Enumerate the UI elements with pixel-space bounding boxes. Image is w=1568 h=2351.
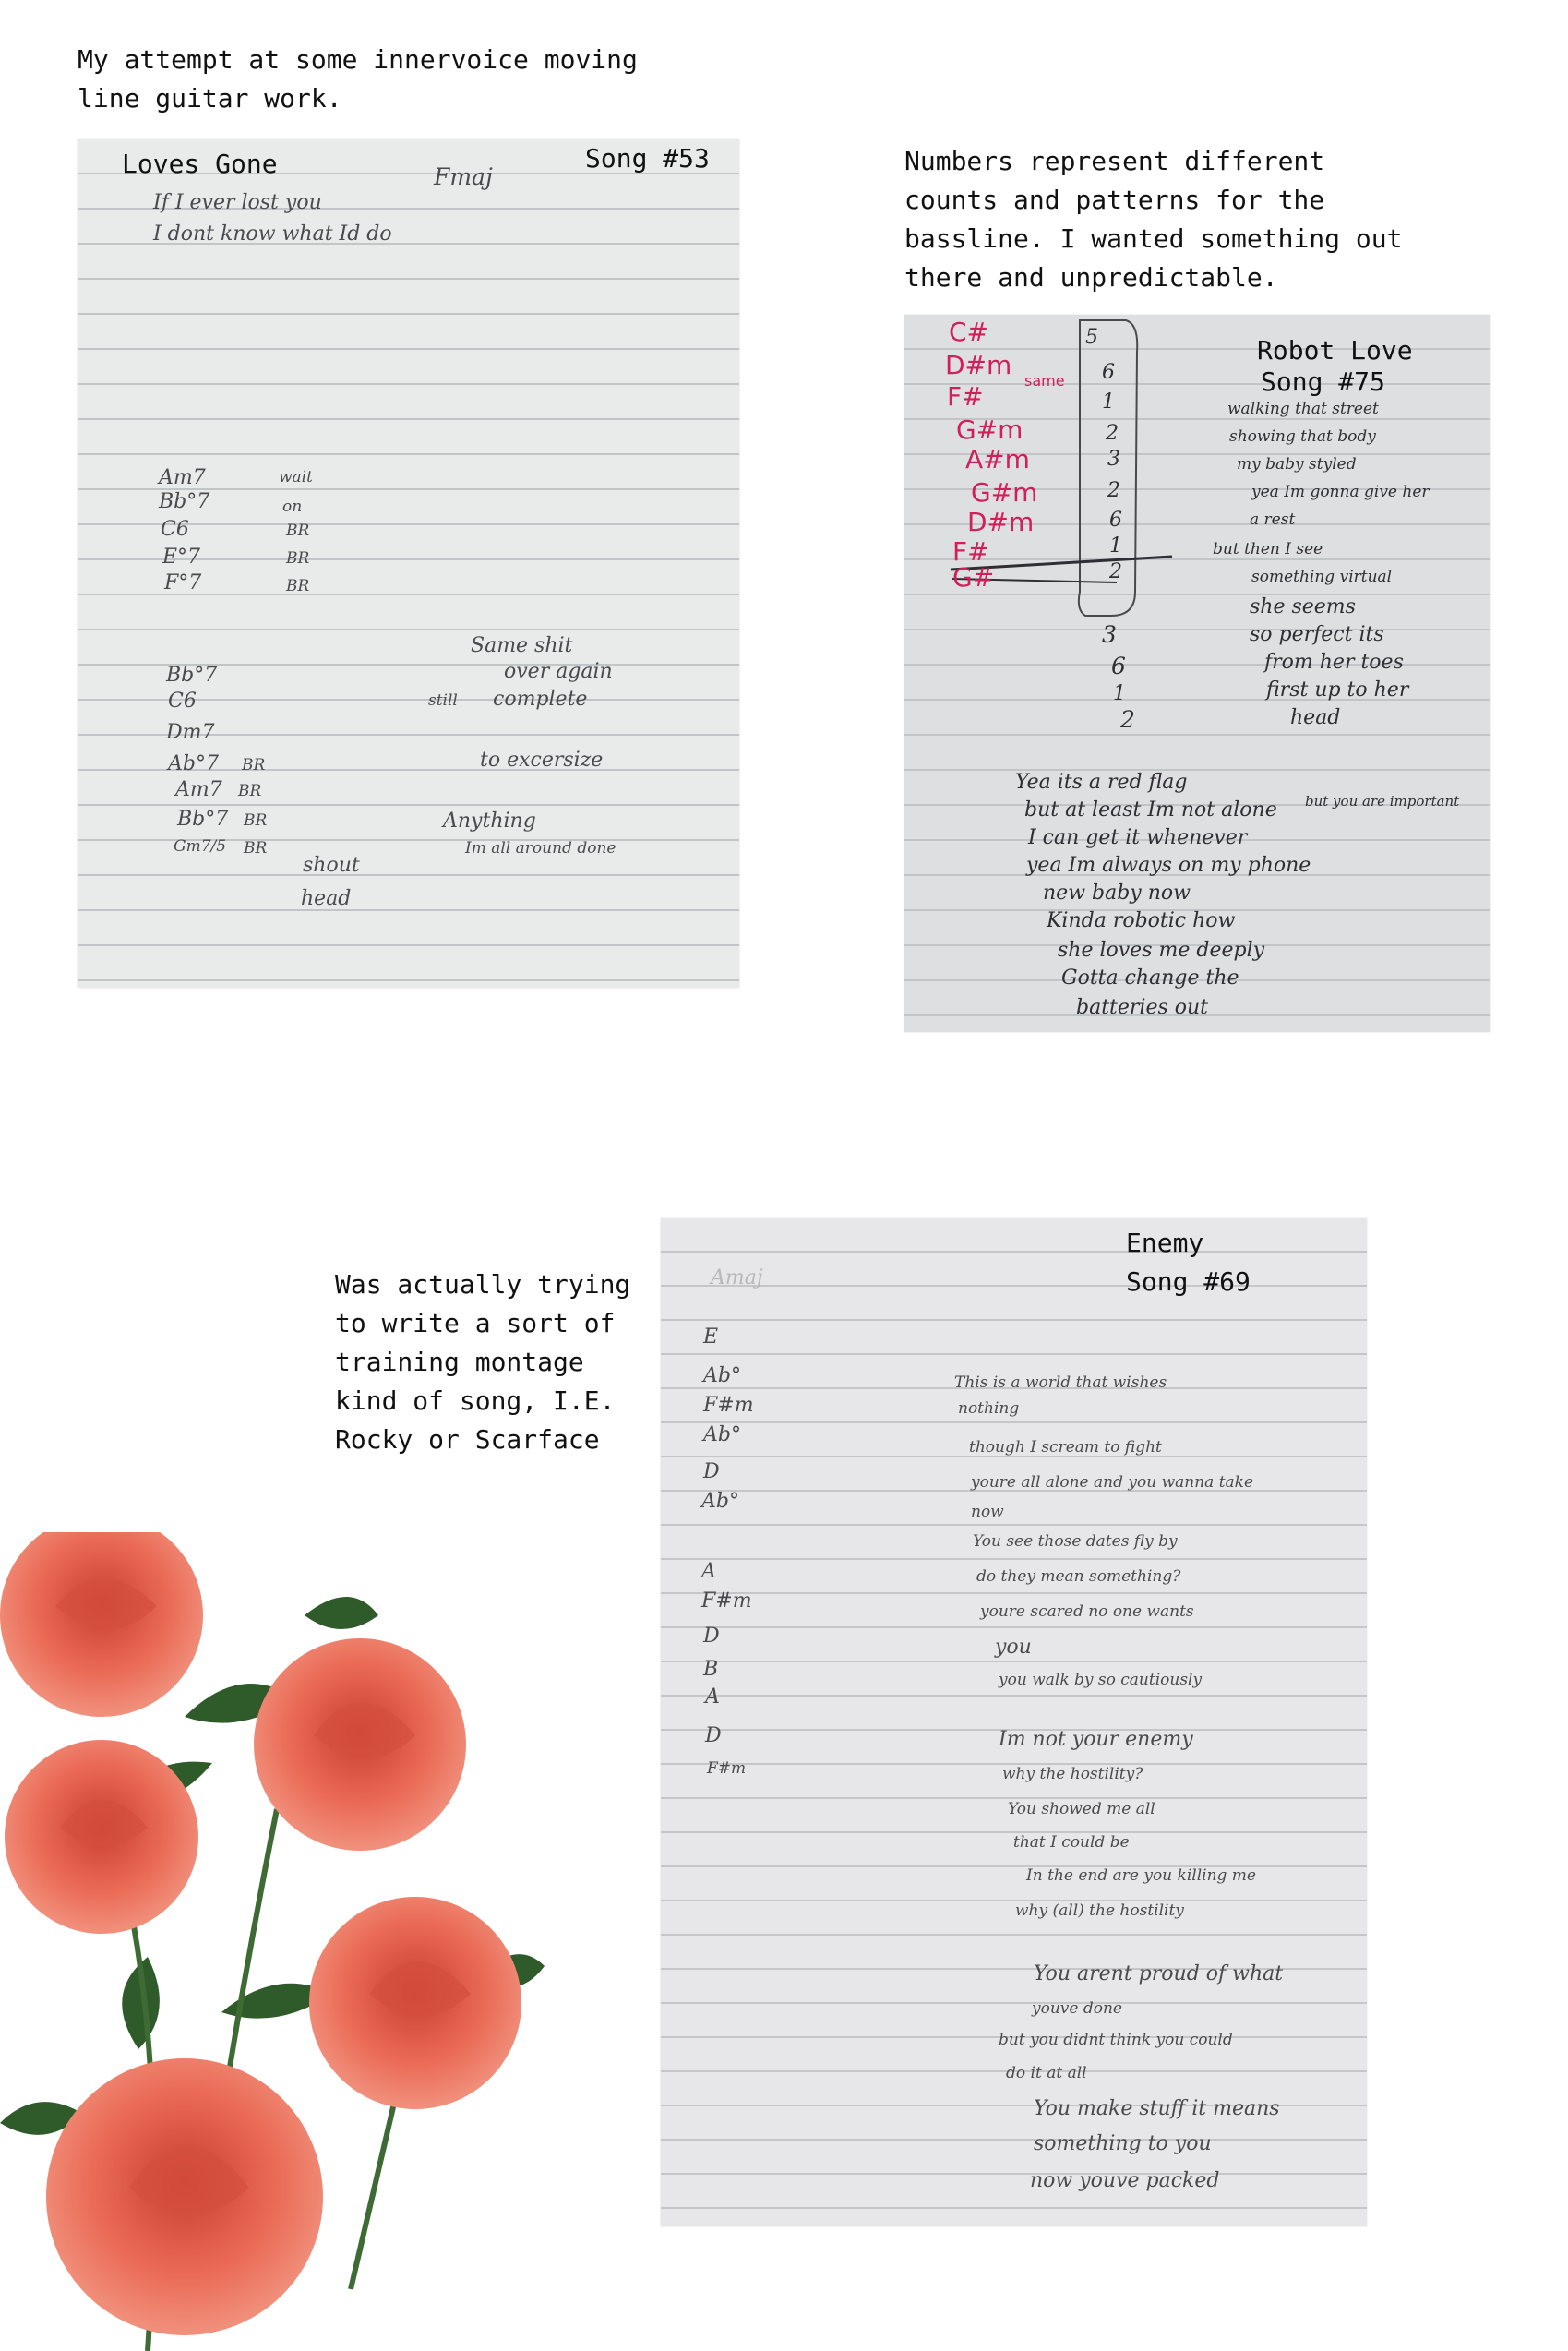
handwritten-lyric: showing that body	[1229, 427, 1376, 446]
handwritten-chord: Ab°	[703, 1364, 741, 1387]
song-title: Enemy	[1126, 1228, 1204, 1258]
handwritten-lyric: that I could be	[1013, 1833, 1130, 1852]
handwritten-lyric: You showed me all	[1008, 1800, 1155, 1818]
handwritten-chord: E	[703, 1325, 719, 1349]
song-number: Song #53	[585, 143, 710, 174]
handwritten-lyric: walking that street	[1227, 400, 1379, 418]
handwritten-lyric: youve done	[1032, 1999, 1122, 2018]
chord-label: D#m	[945, 350, 1012, 380]
handwritten-lyric: head	[1290, 706, 1341, 729]
chord-label: G#m	[956, 414, 1023, 445]
count-number: 3	[1107, 448, 1120, 471]
notebook-page-song-75	[904, 315, 1490, 1032]
handwritten-note: wait	[279, 468, 313, 486]
handwritten-lyric: Anything	[443, 810, 536, 833]
handwritten-lyric: my baby styled	[1237, 455, 1357, 474]
handwritten-chord: Amaj	[711, 1266, 763, 1289]
handwritten-lyric: shout	[303, 854, 360, 877]
handwritten-lyric: If I ever lost you	[153, 191, 322, 214]
handwritten-lyric: batteries out	[1076, 996, 1209, 1019]
handwritten-lyric: youre scared no one wants	[980, 1602, 1194, 1621]
chord-label: F#	[947, 381, 984, 412]
handwritten-chord: A	[705, 1685, 720, 1709]
handwritten-lyric: first up to her	[1266, 678, 1409, 702]
handwritten-lyric: Gotta change the	[1061, 966, 1239, 990]
notebook-page-song-53	[78, 139, 739, 988]
handwritten-chord: F#m	[703, 1394, 754, 1417]
handwritten-lyric: to excersize	[480, 749, 604, 772]
handwritten-chord: Dm7	[166, 721, 215, 744]
handwritten-lyric: over again	[504, 660, 613, 683]
handwritten-chord: D	[703, 1460, 720, 1483]
chord-label: G#m	[971, 477, 1038, 508]
handwritten-lyric: head	[301, 887, 352, 910]
notebook-page-song-69	[661, 1218, 1367, 2226]
handwritten-lyric: This is a world that wishes	[954, 1373, 1167, 1392]
handwritten-lyric: something virtual	[1251, 568, 1393, 586]
count-number: 2	[1107, 479, 1120, 502]
handwritten-lyric: Same shit	[471, 634, 573, 657]
handwritten-lyric: youre all alone and you wanna take	[971, 1473, 1254, 1492]
handwritten-chord: F°7	[164, 571, 202, 594]
handwritten-lyric: new baby now	[1043, 882, 1191, 905]
song-number: Song #69	[1126, 1266, 1251, 1297]
handwritten-chord: Fmaj	[434, 163, 493, 190]
rose-bouquet-image	[0, 1532, 554, 2351]
handwritten-lyric: you	[995, 1636, 1032, 1659]
handwritten-note: BR	[286, 522, 310, 540]
handwritten-chord: Am7	[175, 778, 222, 801]
handwritten-chord: Ab°7	[168, 752, 219, 775]
song-title: Loves Gone	[122, 149, 278, 179]
handwritten-chord: Am7	[159, 466, 206, 489]
handwritten-note: on	[282, 498, 303, 516]
handwritten-chord: C6	[161, 518, 189, 541]
handwritten-note: BR	[238, 782, 262, 800]
count-number: 6	[1111, 653, 1126, 679]
handwritten-lyric: yea Im always on my phone	[1026, 854, 1311, 877]
handwritten-chord: F#m	[701, 1589, 752, 1613]
handwritten-lyric: complete	[493, 688, 588, 711]
chord-note: same	[1024, 372, 1065, 390]
handwritten-lyric: In the end are you killing me	[1026, 1866, 1256, 1885]
count-number: 1	[1109, 534, 1122, 558]
handwritten-lyric: from her toes	[1264, 651, 1404, 674]
handwritten-chord: Bb°7	[177, 808, 229, 831]
handwritten-chord: Gm7/5	[174, 837, 227, 856]
chord-label: A#m	[965, 444, 1030, 474]
chord-label: D#m	[967, 507, 1035, 537]
handwritten-lyric: You make stuff it means	[1034, 2097, 1280, 2120]
handwritten-lyric: but at least Im not alone	[1024, 798, 1277, 822]
caption-bassline: Numbers represent different counts and patterns for the bassline. I wanted something out there and unpredictable.	[904, 146, 1403, 293]
handwritten-note: BR	[244, 811, 268, 830]
count-number: 2	[1106, 422, 1119, 445]
count-number: 1	[1102, 390, 1115, 414]
handwritten-lyric: but you didnt think you could	[999, 2031, 1233, 2049]
handwritten-note: BR	[244, 839, 268, 858]
count-number: 5	[1085, 326, 1098, 349]
handwritten-lyric: you walk by so cautiously	[999, 1671, 1203, 1689]
handwritten-chord: B	[703, 1658, 719, 1681]
handwritten-lyric: she seems	[1250, 595, 1356, 618]
handwritten-note: BR	[286, 577, 310, 595]
caption-innervoice: My attempt at some innervoice moving line guitar work.	[78, 44, 638, 114]
handwritten-lyric: Im all around done	[465, 839, 616, 858]
handwritten-chord: F#m	[707, 1759, 747, 1778]
handwritten-lyric: yea Im gonna give her	[1251, 483, 1430, 501]
handwritten-lyric: now youve packed	[1030, 2169, 1220, 2192]
chord-label: C#	[949, 317, 989, 347]
handwritten-lyric: now	[971, 1503, 1004, 1521]
handwritten-lyric: I can get it whenever	[1028, 826, 1248, 849]
handwritten-lyric: so perfect its	[1250, 623, 1384, 646]
handwritten-lyric: You see those dates fly by	[973, 1532, 1178, 1551]
count-number: 1	[1113, 682, 1126, 705]
handwritten-lyric: something to you	[1034, 2132, 1212, 2155]
chord-label: F#	[952, 536, 989, 567]
chord-label: G#	[952, 562, 995, 593]
handwritten-lyric: but then I see	[1213, 540, 1323, 558]
song-number: Song #75	[1261, 366, 1385, 397]
handwritten-chord: Ab°	[701, 1490, 739, 1513]
handwritten-lyric: though I scream to fight	[969, 1438, 1162, 1457]
handwritten-chord: Ab°	[703, 1423, 741, 1446]
handwritten-lyric: Kinda robotic how	[1047, 909, 1236, 932]
handwritten-lyric: she loves me deeply	[1058, 939, 1265, 962]
handwritten-chord: Bb°7	[166, 664, 218, 687]
handwritten-lyric: but you are important	[1305, 793, 1460, 810]
handwritten-lyric: nothing	[958, 1399, 1020, 1418]
count-number: 6	[1102, 361, 1115, 384]
handwritten-chord: A	[701, 1560, 716, 1583]
handwritten-note: BR	[242, 756, 266, 774]
handwritten-lyric: You arent proud of what	[1034, 1962, 1284, 1985]
count-number: 2	[1109, 560, 1122, 583]
handwritten-lyric: a rest	[1250, 510, 1296, 529]
handwritten-chord: E°7	[162, 546, 201, 569]
handwritten-note: still	[428, 691, 458, 710]
handwritten-lyric: do they mean something?	[976, 1567, 1181, 1586]
handwritten-chord: D	[703, 1625, 720, 1648]
count-number: 3	[1102, 621, 1117, 648]
count-number: 6	[1109, 509, 1122, 532]
handwritten-lyric: why the hostility?	[1002, 1765, 1143, 1783]
handwritten-lyric: why (all) the hostility	[1015, 1901, 1184, 1920]
caption-training-montage: Was actually trying to write a sort of training montage kind of song, I.E. Rocky or Scarface	[335, 1269, 631, 1455]
handwritten-lyric: Yea its a red flag	[1015, 771, 1188, 794]
handwritten-chord: Bb°7	[159, 490, 210, 513]
handwritten-lyric: Im not your enemy	[999, 1728, 1193, 1751]
song-title: Robot Love	[1257, 335, 1413, 366]
handwritten-chord: D	[705, 1724, 722, 1747]
handwritten-chord: C6	[168, 690, 197, 713]
handwritten-lyric: I dont know what Id do	[153, 222, 392, 246]
handwritten-lyric: do it at all	[1006, 2064, 1087, 2082]
handwritten-note: BR	[286, 549, 310, 568]
count-number: 2	[1120, 706, 1135, 733]
